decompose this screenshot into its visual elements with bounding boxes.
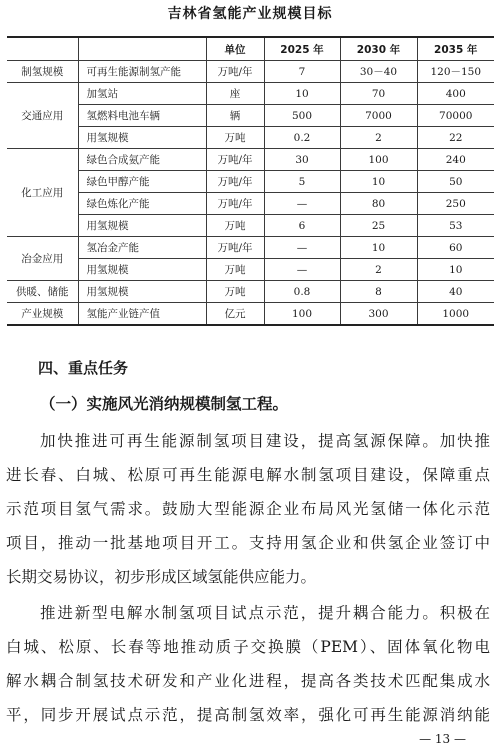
paragraph-line: 项目，推动一批基地项目开工。支持用氢企业和供氢企业签订中 <box>6 534 490 552</box>
item-cell: 用氢规模 <box>78 127 206 149</box>
unit-cell: 万吨 <box>206 215 264 237</box>
table-row <box>7 127 494 149</box>
unit-cell: 万吨 <box>206 127 264 149</box>
unit-cell: 万吨 <box>206 259 264 281</box>
value-2025-cell: 500 <box>264 105 340 127</box>
paragraph-line: 加快推进可再生能源制氢项目建设，提高氢源保障。加快推 <box>40 432 490 450</box>
paragraph-line: 解水耦合制氢技术研发和产业化进程，提高各类技术匹配集成水 <box>6 672 490 690</box>
value-2030-cell: 80 <box>340 193 417 215</box>
unit-cell: 座 <box>206 83 264 105</box>
value-2035-cell: 120－150 <box>417 61 494 83</box>
value-2030-cell: 2 <box>340 259 417 281</box>
paragraph-1 <box>0 424 500 594</box>
value-2030-cell: 10 <box>340 171 417 193</box>
table-row <box>7 193 494 215</box>
value-2035-cell: 10 <box>417 259 494 281</box>
section-heading: 四、重点任务 <box>38 359 129 377</box>
item-cell: 用氢规模 <box>78 281 206 303</box>
unit-cell: 万吨/年 <box>206 149 264 171</box>
unit-cell: 万吨 <box>206 281 264 303</box>
item-cell: 加氢站 <box>78 83 206 105</box>
column-header: 2035 年 <box>417 37 494 61</box>
table-row <box>7 171 494 193</box>
category-cell: 化工应用 <box>7 149 78 237</box>
hydrogen-targets-table <box>7 36 494 326</box>
value-2035-cell: 240 <box>417 149 494 171</box>
item-cell: 绿色甲醇产能 <box>78 171 206 193</box>
item-cell: 用氢规模 <box>78 259 206 281</box>
value-2030-cell: 30－40 <box>340 61 417 83</box>
unit-cell: 万吨/年 <box>206 61 264 83</box>
page-number: — 13 — <box>419 732 466 746</box>
table-row <box>7 259 494 281</box>
item-cell: 可再生能源制氢产能 <box>78 61 206 83</box>
value-2035-cell: 22 <box>417 127 494 149</box>
value-2030-cell: 70 <box>340 83 417 105</box>
table-row <box>7 61 494 83</box>
value-2025-cell: — <box>264 193 340 215</box>
table-title: 吉林省氢能产业规模目标 <box>167 6 333 22</box>
category-cell: 制氢规模 <box>7 61 78 83</box>
unit-cell: 亿元 <box>206 303 264 326</box>
value-2035-cell: 60 <box>417 237 494 259</box>
table-row <box>7 237 494 259</box>
value-2035-cell: 400 <box>417 83 494 105</box>
paragraph-line: 白城、松原、长春等地推动质子交换膜（PEM）、固体氧化物电 <box>6 638 490 656</box>
value-2025-cell: 0.2 <box>264 127 340 149</box>
subsection-heading: （一）实施风光消纳规模制氢工程。 <box>40 394 289 413</box>
value-2025-cell: 6 <box>264 215 340 237</box>
unit-cell: 万吨/年 <box>206 193 264 215</box>
table-row <box>7 303 494 326</box>
table-row <box>7 83 494 105</box>
value-2030-cell: 100 <box>340 149 417 171</box>
value-2025-cell: — <box>264 237 340 259</box>
value-2025-cell: 5 <box>264 171 340 193</box>
paragraph-line: 进长春、白城、松原可再生能源电解水制氢项目建设，保障重点 <box>6 466 490 484</box>
value-2030-cell: 25 <box>340 215 417 237</box>
value-2030-cell: 8 <box>340 281 417 303</box>
value-2030-cell: 300 <box>340 303 417 326</box>
column-header: 单位 <box>206 37 264 61</box>
value-2030-cell: 10 <box>340 237 417 259</box>
column-header: 2030 年 <box>340 37 417 61</box>
value-2025-cell: 7 <box>264 61 340 83</box>
item-cell: 氢燃料电池车辆 <box>78 105 206 127</box>
category-cell: 供暖、储能 <box>7 281 78 303</box>
category-cell: 交通应用 <box>7 83 78 149</box>
paragraph-line: 长期交易协议，初步形成区域氢能供应能力。 <box>6 568 317 586</box>
value-2025-cell: 0.8 <box>264 281 340 303</box>
paragraph-line: 平，同步开展试点示范，提高制氢效率，强化可再生能源消纳能 <box>6 706 490 724</box>
value-2035-cell: 1000 <box>417 303 494 326</box>
item-cell: 用氢规模 <box>78 215 206 237</box>
column-header: 2025 年 <box>264 37 340 61</box>
category-cell: 产业规模 <box>7 303 78 326</box>
item-cell: 氢冶金产能 <box>78 237 206 259</box>
paragraph-line: 示范项目氢气需求。鼓励大型能源企业布局风光氢储一体化示范 <box>6 500 490 518</box>
paragraph-2 <box>0 596 500 732</box>
item-cell: 绿色合成氨产能 <box>78 149 206 171</box>
unit-cell: 万吨/年 <box>206 237 264 259</box>
value-2030-cell: 2 <box>340 127 417 149</box>
column-header <box>7 37 78 61</box>
category-cell: 冶金应用 <box>7 237 78 281</box>
item-cell: 氢能产业链产值 <box>78 303 206 326</box>
value-2025-cell: 100 <box>264 303 340 326</box>
value-2025-cell: 30 <box>264 149 340 171</box>
unit-cell: 辆 <box>206 105 264 127</box>
value-2035-cell: 70000 <box>417 105 494 127</box>
column-header <box>78 37 206 61</box>
value-2035-cell: 50 <box>417 171 494 193</box>
unit-cell: 万吨/年 <box>206 171 264 193</box>
item-cell: 绿色炼化产能 <box>78 193 206 215</box>
table-header-row <box>7 37 494 61</box>
value-2030-cell: 7000 <box>340 105 417 127</box>
value-2035-cell: 40 <box>417 281 494 303</box>
value-2025-cell: 10 <box>264 83 340 105</box>
table-row <box>7 105 494 127</box>
value-2025-cell: — <box>264 259 340 281</box>
table-row <box>7 149 494 171</box>
paragraph-line: 推进新型电解水制氢项目试点示范，提升耦合能力。积极在 <box>40 604 490 622</box>
value-2035-cell: 250 <box>417 193 494 215</box>
table-row <box>7 281 494 303</box>
table-row <box>7 215 494 237</box>
value-2035-cell: 53 <box>417 215 494 237</box>
